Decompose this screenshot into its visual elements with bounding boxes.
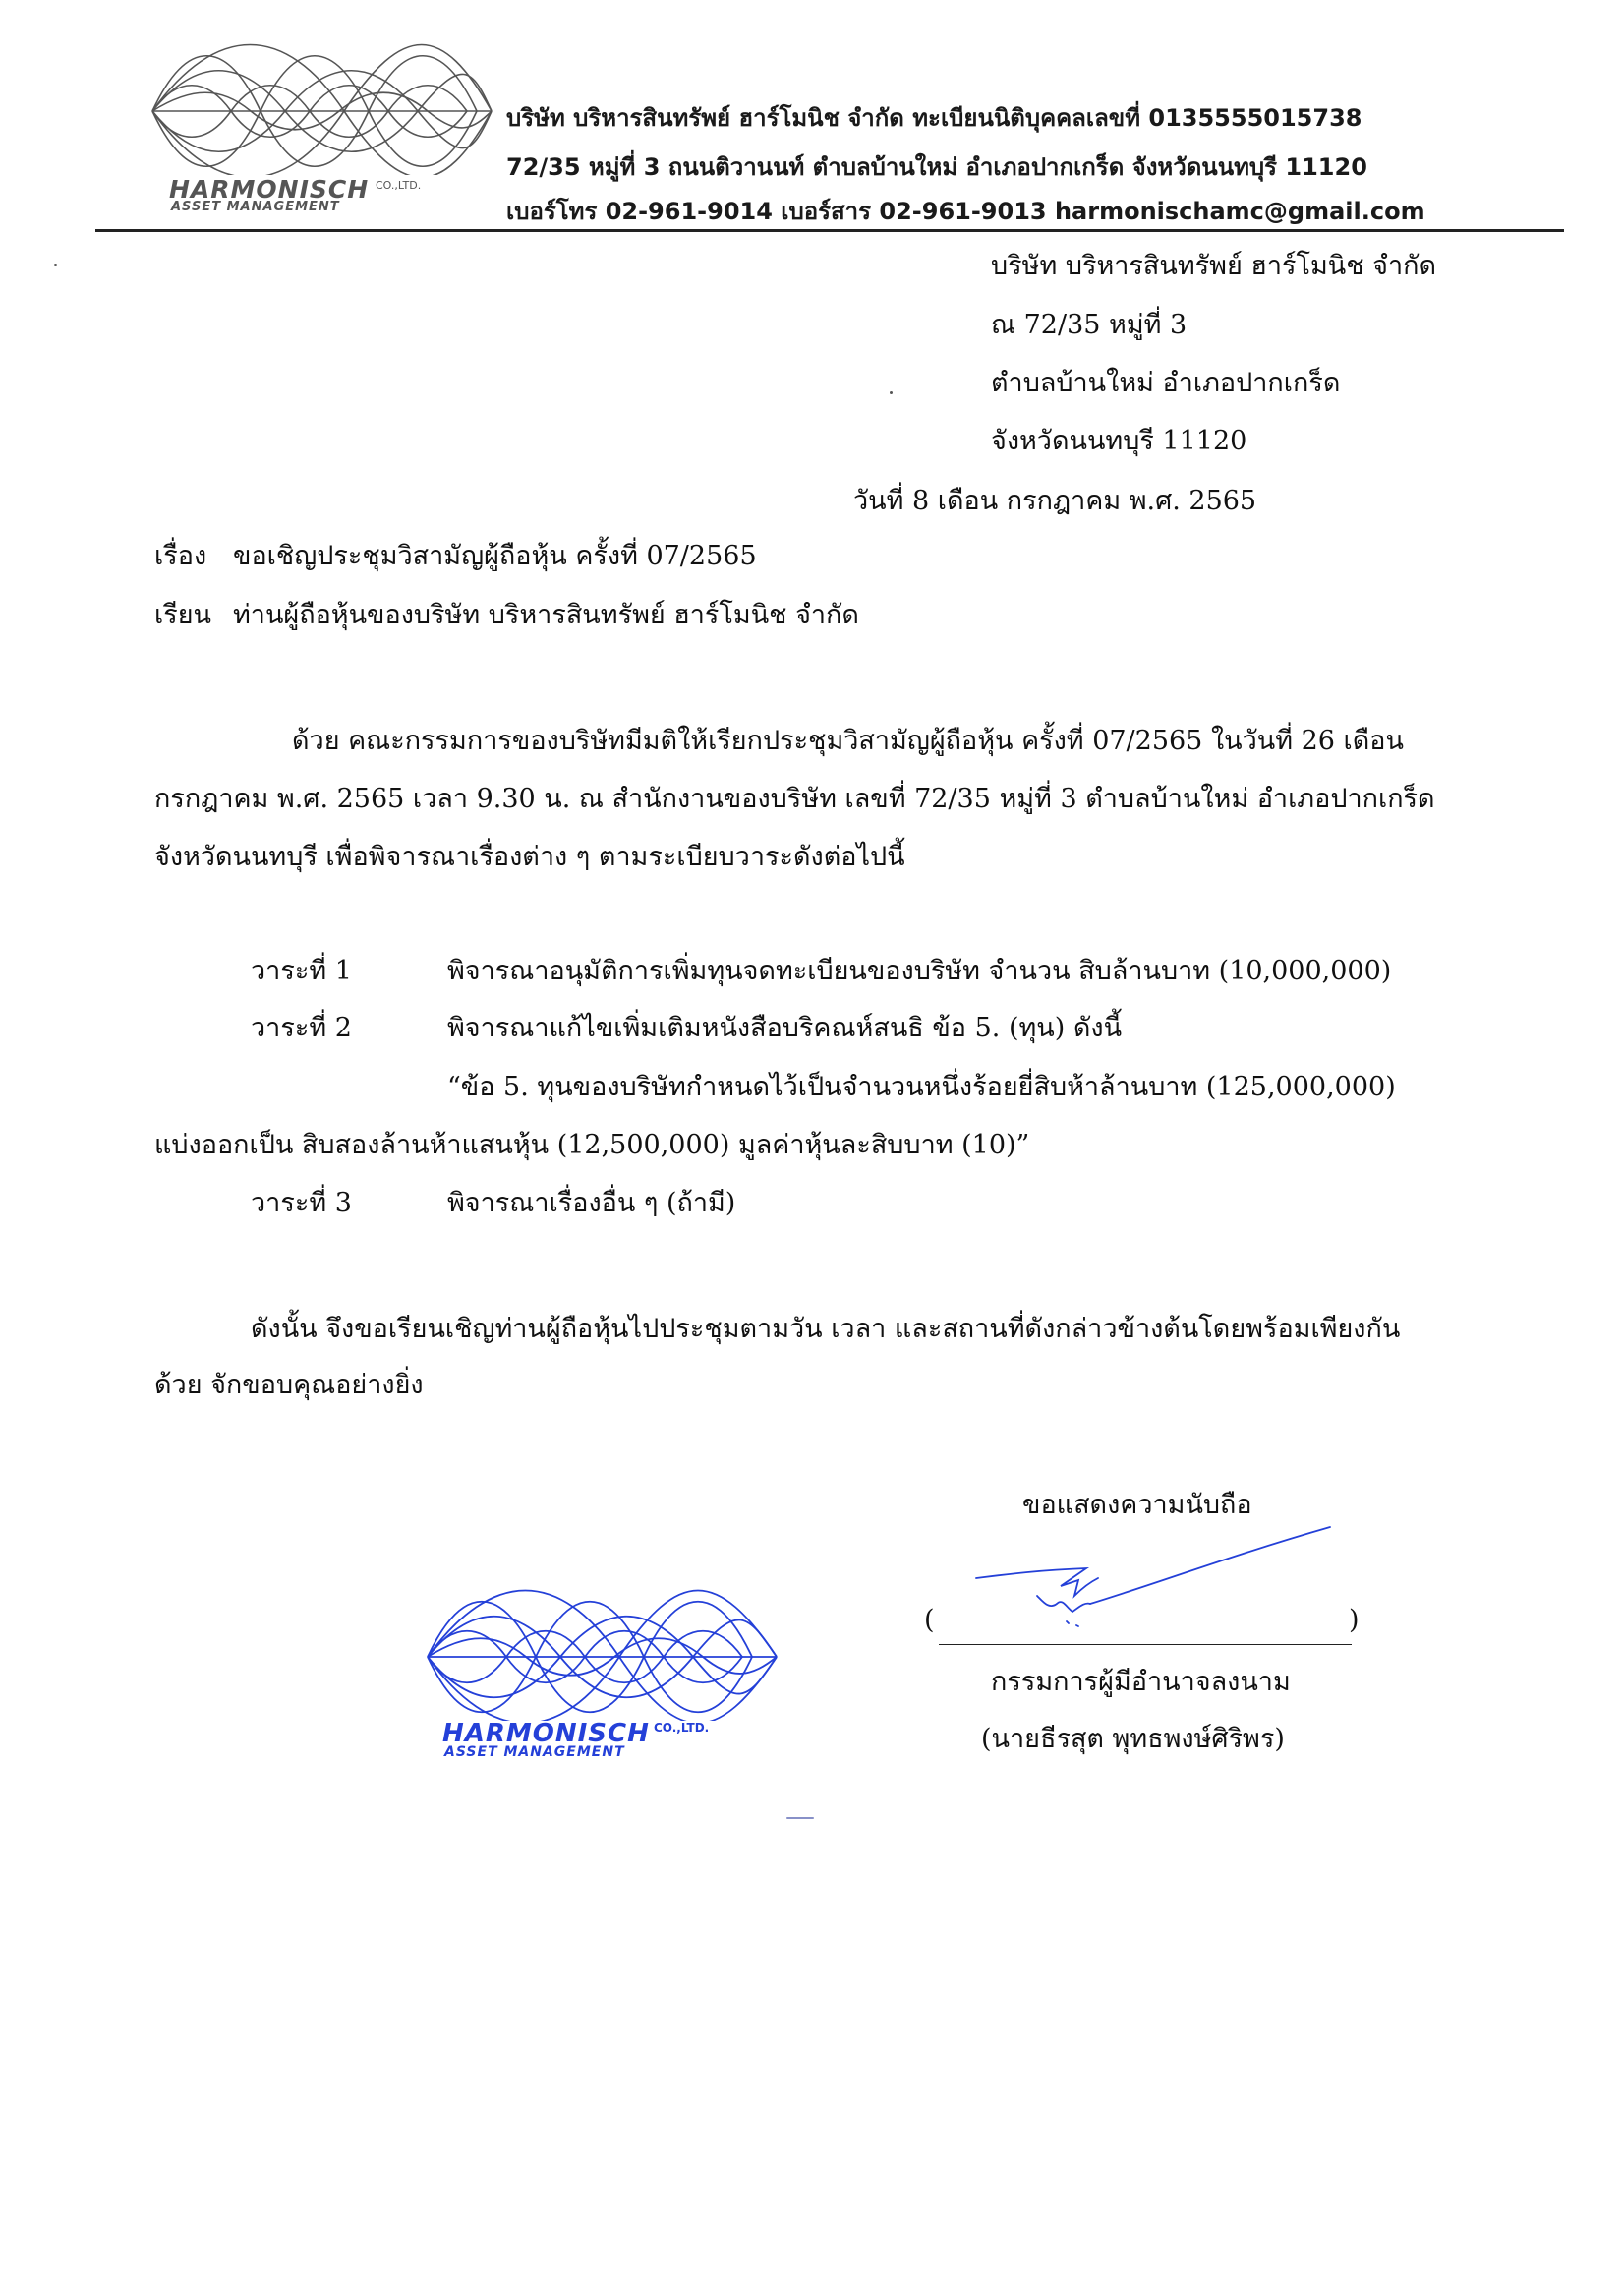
sender-line-4: จังหวัดนนทบุรี 11120: [991, 426, 1247, 456]
subject-label: เรื่อง: [154, 541, 207, 571]
signature-line: [939, 1644, 1352, 1645]
agenda-3-label: วาระที่ 3: [251, 1188, 352, 1218]
agenda-2-quote-line-2: แบ่งออกเป็น สิบสองล้านห้าแสนหุ้น (12,500,000) มูลค่าหุ้นละสิบบาท (10)”: [154, 1130, 1030, 1160]
intro-line-2: กรกฎาคม พ.ศ. 2565 เวลา 9.30 น. ณ สำนักงานของบริษัท เลขที่ 72/35 หมู่ที่ 3 ตำบลบ้านใหม่ อำเภอปากเกร็ด: [154, 784, 1435, 814]
handwritten-signature: [968, 1519, 1342, 1637]
agenda-2-label: วาระที่ 2: [251, 1013, 352, 1043]
signer-name: (นายธีรสุต พุทธพงษ์ศิริพร): [981, 1724, 1285, 1754]
header-company-line: บริษัท บริหารสินทรัพย์ ฮาร์โมนิช จำกัด ทะเบียนนิติบุคคลเลขที่ 0135555015738: [506, 104, 1362, 132]
subject-text: ขอเชิญประชุมวิสามัญผู้ถือหุ้น ครั้งที่ 07/2565: [233, 541, 757, 571]
to-label: เรียน: [154, 600, 212, 630]
logo-name: HARMONISCH: [169, 175, 370, 204]
intro-line-1: ด้วย คณะกรรมการของบริษัทมีมติให้เรียกประชุมวิสามัญผู้ถือหุ้น ครั้งที่ 07/2565 ในวันที่ 26 เดือน: [292, 726, 1404, 756]
logo-suffix: CO.,LTD.: [376, 179, 422, 192]
sender-line-2: ณ 72/35 หมู่ที่ 3: [991, 310, 1188, 340]
agenda-2-quote-line-1: “ข้อ 5. ทุนของบริษัทกำหนดไว้เป็นจำนวนหนึ่งร้อยยี่สิบห้าล้านบาท (125,000,000): [447, 1072, 1396, 1102]
signature-paren-open: (: [924, 1605, 935, 1635]
agenda-1-label: วาระที่ 1: [251, 956, 352, 986]
stamp-name: HARMONISCH: [442, 1719, 650, 1748]
header-logo: [147, 28, 521, 214]
scan-speck: [890, 391, 893, 394]
header-address-line: 72/35 หมู่ที่ 3 ถนนติวานนท์ ตำบลบ้านใหม่ อำเภอปากเกร็ด จังหวัดนนทบุรี 11120: [506, 153, 1367, 181]
header-contact-line: เบอร์โทร 02-961-9014 เบอร์สาร 02-961-9013 harmonischamc@gmail.com: [506, 198, 1425, 225]
logo-wave-graphic: [147, 28, 521, 175]
regards-text: ขอแสดงความนับถือ: [1022, 1490, 1252, 1520]
company-stamp: [423, 1563, 796, 1770]
closing-line-2: ด้วย จักขอบคุณอย่างยิ่ง: [154, 1370, 424, 1400]
stamp-tagline: ASSET MANAGEMENT: [444, 1744, 625, 1760]
to-text: ท่านผู้ถือหุ้นของบริษัท บริหารสินทรัพย์ ฮาร์โมนิช จำกัด: [233, 600, 859, 630]
signature-paren-close: ): [1349, 1605, 1360, 1635]
stamp-suffix: CO.,LTD.: [654, 1721, 710, 1735]
header-divider: [95, 229, 1564, 232]
intro-line-3: จังหวัดนนทบุรี เพื่อพิจารณาเรื่องต่าง ๆ ตามระเบียบวาระดังต่อไปนี้: [154, 842, 905, 872]
logo-tagline: ASSET MANAGEMENT: [171, 200, 340, 214]
scan-speck: [786, 1817, 814, 1819]
scan-speck: [54, 264, 57, 266]
sender-line-1: บริษัท บริหารสินทรัพย์ ฮาร์โมนิช จำกัด: [991, 251, 1437, 281]
signer-title: กรรมการผู้มีอำนาจลงนาม: [991, 1667, 1291, 1697]
agenda-1-text: พิจารณาอนุมัติการเพิ่มทุนจดทะเบียนของบริษัท จำนวน สิบล้านบาท (10,000,000): [447, 956, 1392, 986]
sender-line-3: ตำบลบ้านใหม่ อำเภอปากเกร็ด: [991, 368, 1341, 398]
agenda-3-text: พิจารณาเรื่องอื่น ๆ (ถ้ามี): [447, 1188, 736, 1218]
agenda-2-text: พิจารณาแก้ไขเพิ่มเติมหนังสือบริคณห์สนธิ ข้อ 5. (ทุน) ดังนี้: [447, 1013, 1123, 1043]
stamp-wave-graphic: [423, 1563, 796, 1721]
closing-line-1: ดังนั้น จึงขอเรียนเชิญท่านผู้ถือหุ้นไปประชุมตามวัน เวลา และสถานที่ดังกล่าวข้างต้นโดยพร้อมเพียงกัน: [251, 1314, 1401, 1344]
letter-date: วันที่ 8 เดือน กรกฎาคม พ.ศ. 2565: [853, 486, 1257, 516]
